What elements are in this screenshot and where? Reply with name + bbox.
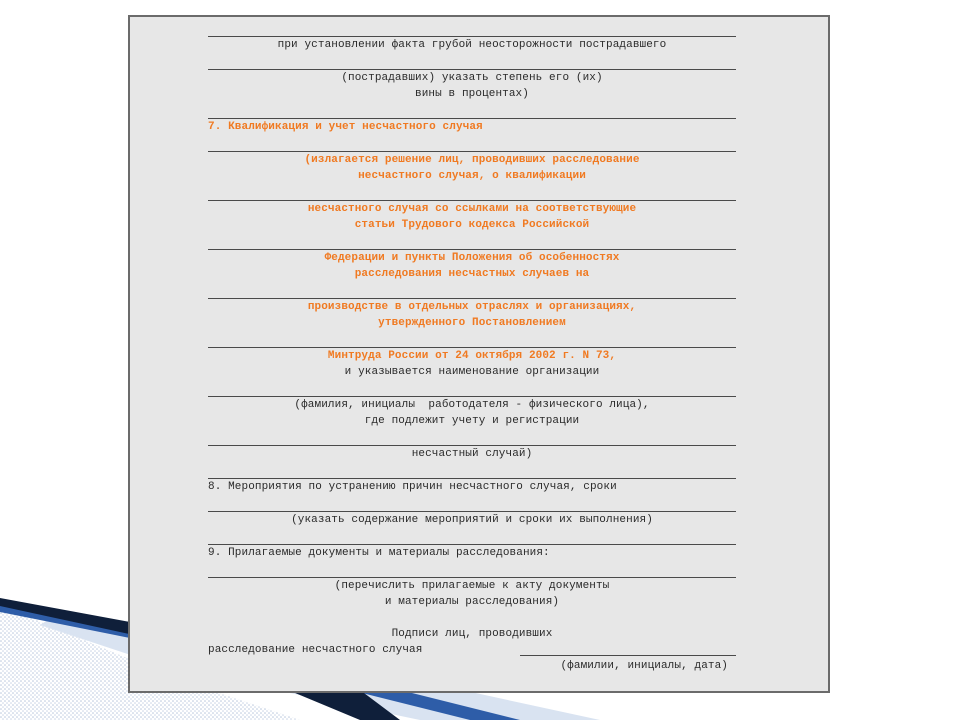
form-text-line: (перечислить прилагаемые к акту документы bbox=[334, 580, 610, 592]
signature-line bbox=[520, 655, 736, 656]
form-text-line: (указать содержание мероприятий и сроки их выполнения) bbox=[291, 514, 653, 526]
form-text-line: Минтруда России от 24 октября 2002 г. N 73, bbox=[327, 350, 617, 362]
section-8-title: 8. Мероприятия по устранению причин несчастного случая, сроки bbox=[208, 481, 617, 493]
form-text-line: (излагается решение лиц, проводивших расследование bbox=[304, 154, 640, 166]
accident-report-form bbox=[208, 36, 736, 674]
form-text-line: (фамилия, инициалы работодателя - физического лица), bbox=[294, 399, 650, 411]
form-text-line: и указывается наименование организации bbox=[344, 366, 600, 378]
document-panel bbox=[128, 15, 830, 693]
section-9-title: 9. Прилагаемые документы и материалы расследования: bbox=[208, 547, 550, 559]
form-text-line: статьи Трудового кодекса Российской bbox=[354, 219, 590, 231]
form-text-line: при установлении факта грубой неосторожности пострадавшего bbox=[277, 39, 667, 51]
form-text-line: несчастный случай) bbox=[411, 448, 533, 460]
section-7-title: 7. Квалификация и учет несчастного случая bbox=[208, 121, 483, 133]
form-text-line: производстве в отдельных отраслях и организациях, bbox=[307, 301, 637, 313]
form-text-line: расследования несчастных случаев на bbox=[354, 268, 590, 280]
signature-caption: расследование несчастного случая bbox=[208, 644, 423, 656]
form-text-line: где подлежит учету и регистрации bbox=[364, 415, 580, 427]
form-text-line: утвержденного Постановлением bbox=[378, 317, 566, 329]
signature-caption: Подписи лиц, проводивших bbox=[391, 628, 553, 640]
form-text-line: несчастного случая со ссылками на соответствующие bbox=[307, 203, 637, 215]
form-text-line: вины в процентах) bbox=[415, 88, 529, 100]
form-text-line: (пострадавших) указать степень его (их) bbox=[341, 72, 603, 84]
form-text-line: несчастного случая, о квалификации bbox=[358, 170, 586, 182]
signature-hint: (фамилии, инициалы, дата) bbox=[560, 660, 728, 672]
form-text-line: Федерации и пункты Положения об особенностях bbox=[324, 252, 620, 264]
form-text-line: и материалы расследования) bbox=[384, 596, 560, 608]
signature-row bbox=[208, 642, 736, 658]
